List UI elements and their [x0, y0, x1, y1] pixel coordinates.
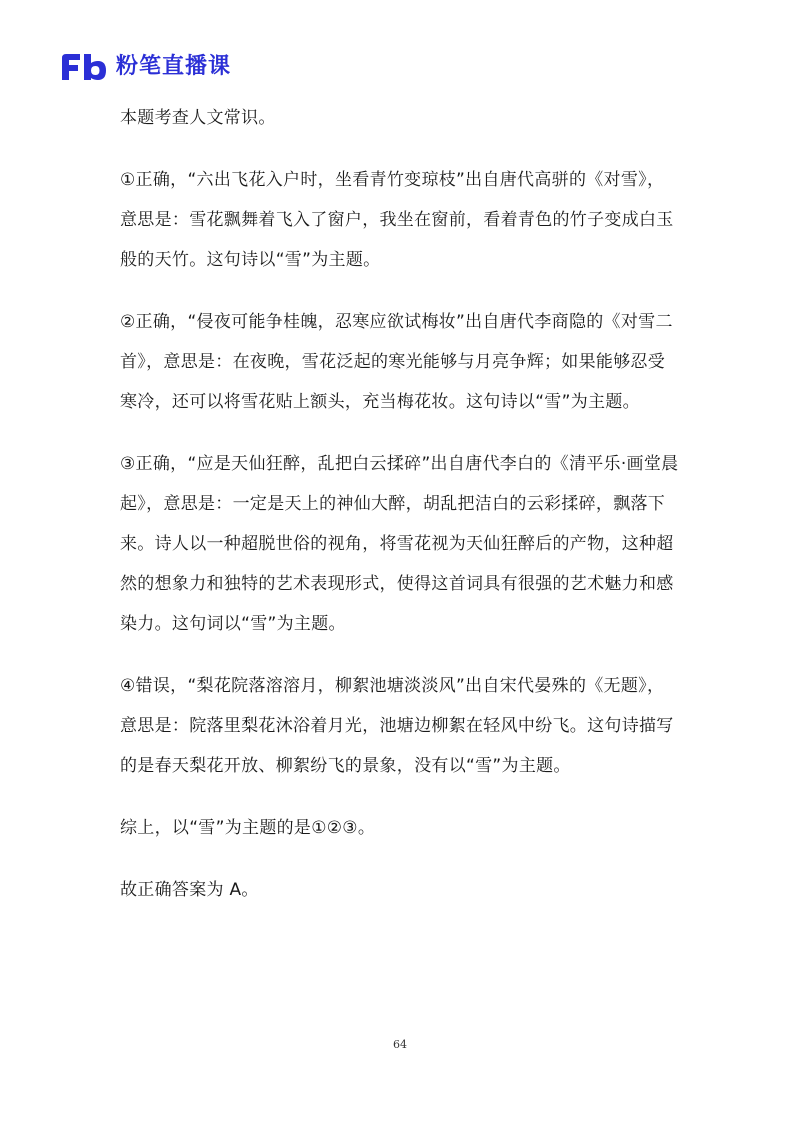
answer-explanation — [120, 98, 680, 932]
item-4-paragraph: ④错误，“梨花院落溶溶月，柳絮池塘淡淡风”出自宋代晏殊的《无题》，意思是：院落里梨花沐浴着月光，池塘边柳絮在轻风中纷飞。这句诗描写的是春天梨花开放、柳絮纷飞的景象，没有以“雪”为主题。 — [120, 676, 674, 776]
item-1-paragraph: ①正确，“六出飞花入户时，坐看青竹变琼枝”出自唐代高骈的《对雪》，意思是：雪花飘舞着飞入了窗户，我坐在窗前，看着青色的竹子变成白玉般的天竹。这句诗以“雪”为主题。 — [120, 170, 674, 270]
item-2-paragraph: ②正确，“侵夜可能争桂魄，忍寒应欲试梅妆”出自唐代李商隐的《对雪二首》，意思是：在夜晚，雪花泛起的寒光能够与月亮争辉；如果能够忍受寒冷，还可以将雪花贴上额头，充当梅花妆。这句诗以“雪”为主题。 — [120, 312, 673, 412]
summary-paragraph: 综上，以“雪”为主题的是①②③。 — [120, 818, 376, 838]
brand-header — [58, 50, 231, 84]
item-3-paragraph: ③正确，“应是天仙狂醉，乱把白云揉碎”出自唐代李白的《清平乐·画堂晨起》，意思是：一定是天上的神仙大醉，胡乱把洁白的云彩揉碎，飘落下来。诗人以一种超脱世俗的视角，将雪花视为天仙狂醉后的产物，这种超然的想象力和独特的艺术表现形式，使得这首词具有很强的艺术魅力和感染力。这句词以“雪”为主题。 — [120, 454, 679, 634]
fenbi-logo-icon — [58, 50, 110, 84]
brand-name: 粉笔直播课 — [116, 54, 232, 79]
page-number: 64 — [393, 1038, 407, 1051]
answer-paragraph: 故正确答案为 A。 — [120, 880, 259, 900]
intro-paragraph: 本题考查人文常识。 — [120, 108, 276, 128]
